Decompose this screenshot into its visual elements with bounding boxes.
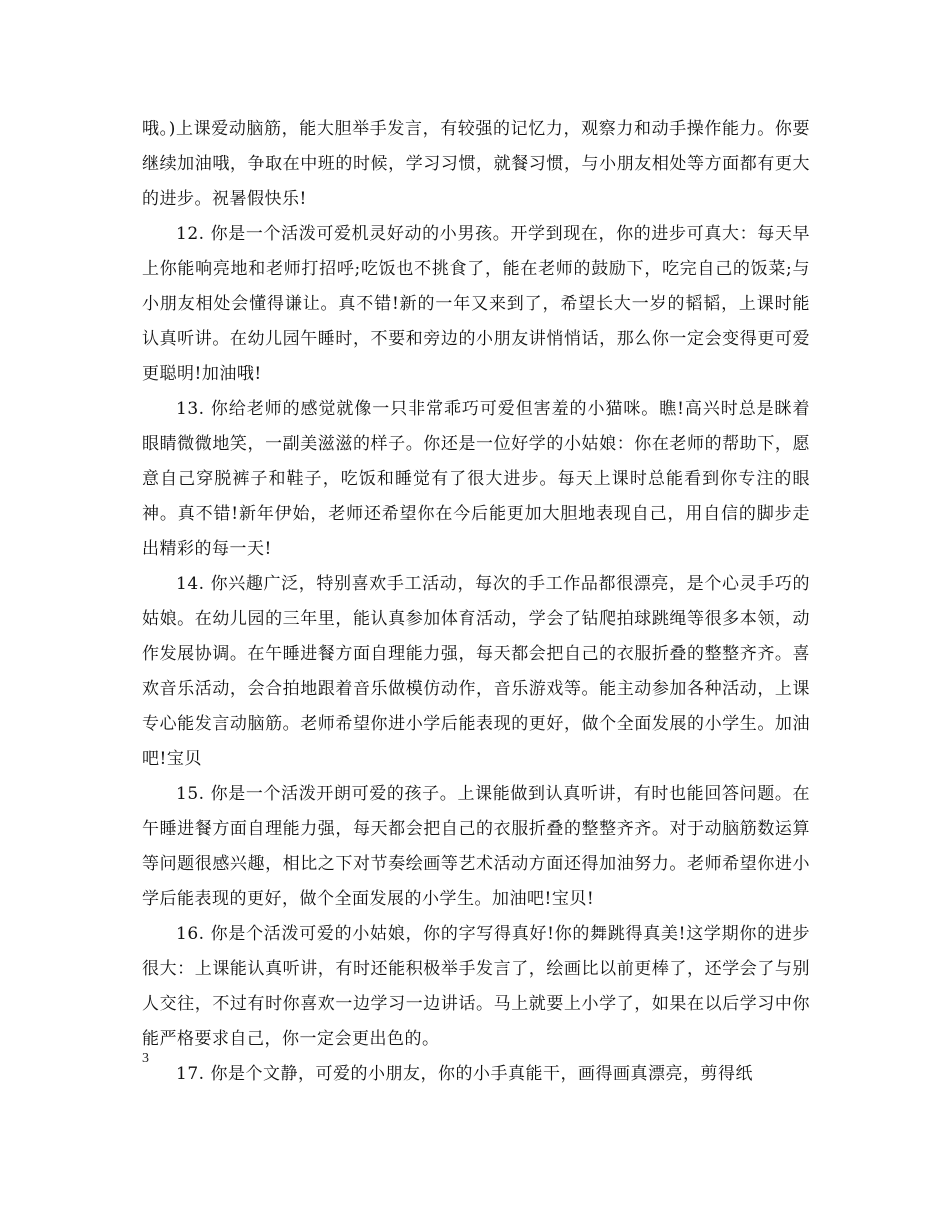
paragraph-item-12: 12. 你是一个活泼可爱机灵好动的小男孩。开学到现在，你的进步可真大：每天早上你能响亮地和老师打招呼;吃饭也不挑食了，能在老师的鼓励下，吃完自己的饭菜;与小朋友相处会懂得谦让。真不错!新的一年又来到了，希望长大一岁的韬韬，上课时能认真听讲。在幼儿园午睡时，不要和旁边的小朋友讲悄悄话，那么你一定会变得更可爱更聪明!加油哦! <box>142 224 810 384</box>
paragraph-item-17: 17. 你是个文静，可爱的小朋友，你的小手真能干，画得画真漂亮，剪得纸 <box>176 1064 753 1084</box>
page-number: 3 <box>142 1051 149 1066</box>
paragraph-item-14: 14. 你兴趣广泛，特别喜欢手工活动，每次的手工作品都很漂亮，是个心灵手巧的姑娘。在幼儿园的三年里，能认真参加体育活动，学会了钻爬拍球跳绳等很多本领，动作发展协调。在午睡进餐方面自理能力强，每天都会把自己的衣服折叠的整整齐齐。喜欢音乐活动，会合拍地跟着音乐做模仿动作，音乐游戏等。能主动参加各种活动，上课专心能发言动脑筋。老师希望你进小学后能表现的更好，做个全面发展的小学生。加油吧!宝贝 <box>142 574 810 769</box>
paragraph-item-13: 13. 你给老师的感觉就像一只非常乖巧可爱但害羞的小猫咪。瞧!高兴时总是眯着眼睛微微地笑，一副美滋滋的样子。你还是一位好学的小姑娘：你在老师的帮助下，愿意自己穿脱裤子和鞋子，吃饭和睡觉有了很大进步。每天上课时总能看到你专注的眼神。真不错!新年伊始，老师还希望你在今后能更加大胆地表现自己，用自信的脚步走出精彩的每一天! <box>142 399 810 559</box>
paragraph-continuation: 哦。)上课爱动脑筋，能大胆举手发言，有较强的记忆力，观察力和动手操作能力。你要继续加油哦，争取在中班的时候，学习习惯，就餐习惯，与小朋友相处等方面都有更大的进步。祝暑假快乐! <box>142 119 810 209</box>
paragraph-item-16: 16. 你是个活泼可爱的小姑娘，你的字写得真好!你的舞跳得真美!这学期你的进步很大：上课能认真听讲，有时还能积极举手发言了，绘画比以前更棒了，还学会了与别人交往，不过有时你喜欢一边学习一边讲话。马上就要上小学了，如果在以后学习中你能严格要求自己，你一定会更出色的。 <box>142 924 810 1049</box>
paragraph-item-15: 15. 你是一个活泼开朗可爱的孩子。上课能做到认真听讲，有时也能回答问题。在午睡进餐方面自理能力强，每天都会把自己的衣服折叠的整整齐齐。对于动脑筋数运算等问题很感兴趣，相比之下对节奏绘画等艺术活动方面还得加油努力。老师希望你进小学后能表现的更好，做个全面发展的小学生。加油吧!宝贝! <box>142 784 810 909</box>
document-body <box>142 112 810 1092</box>
